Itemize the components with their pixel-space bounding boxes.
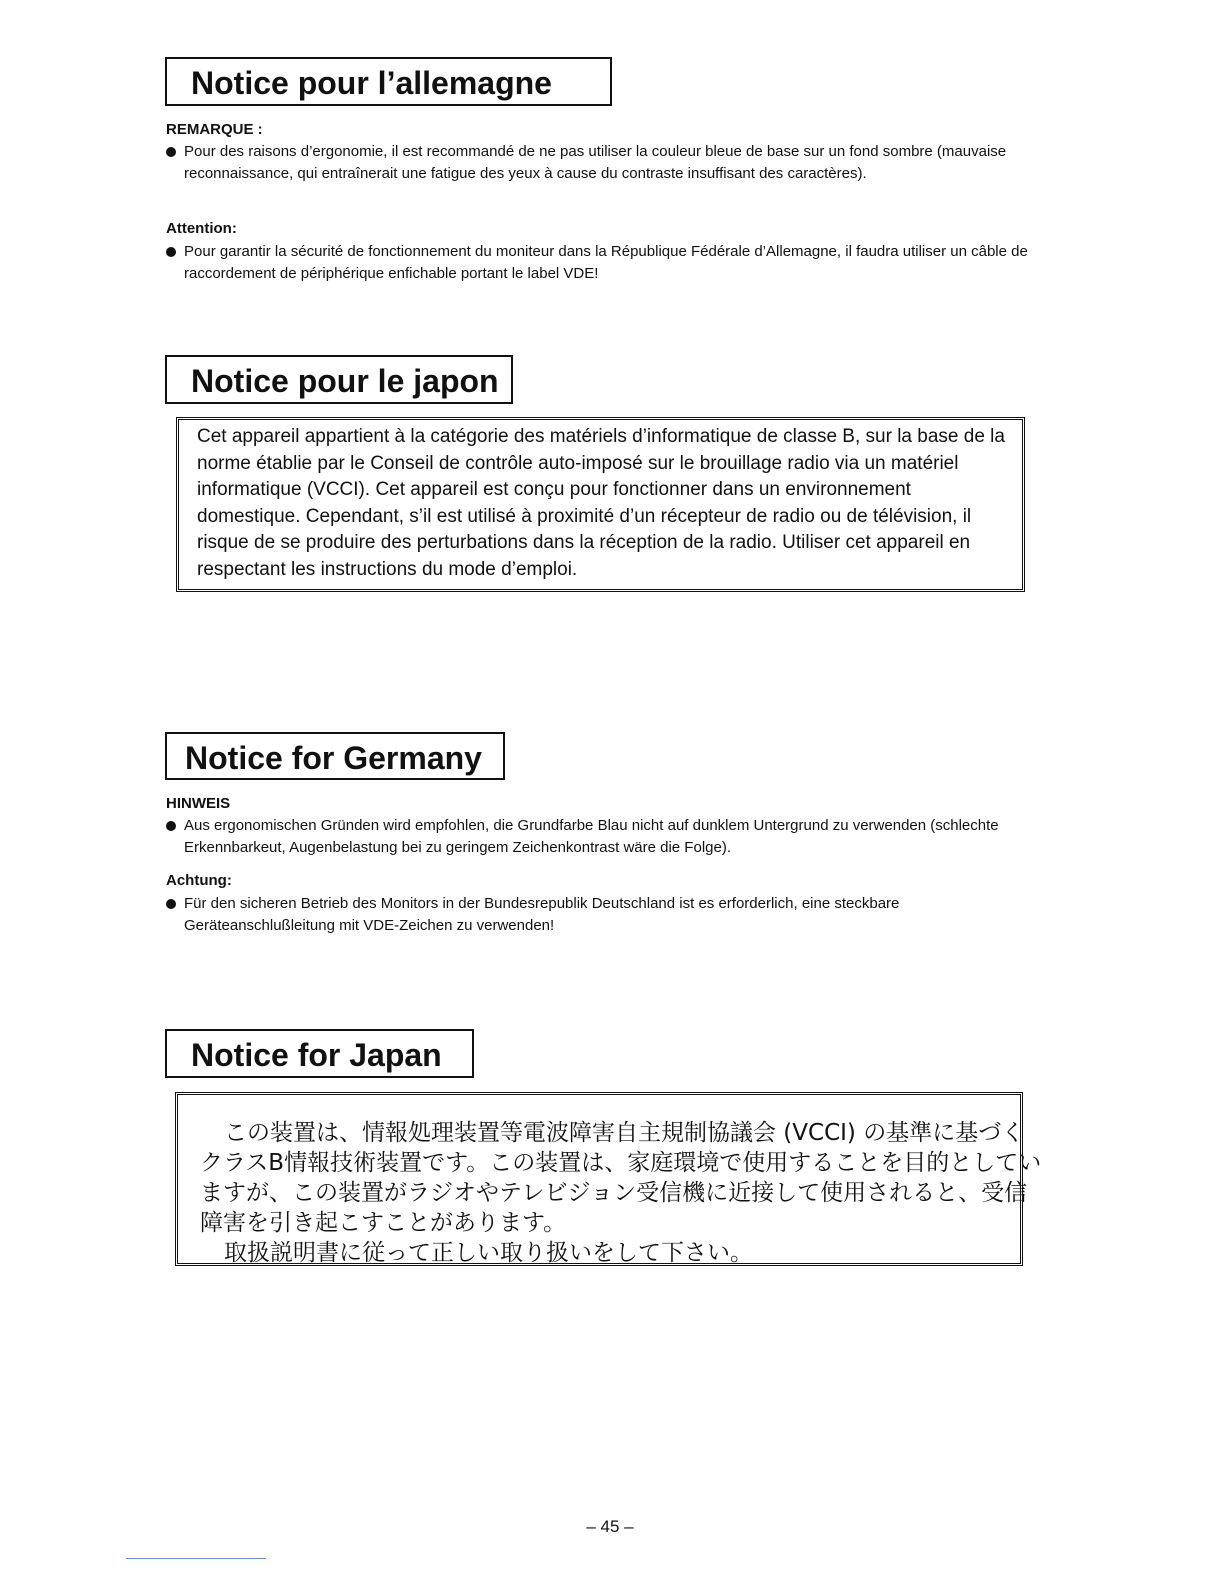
bullet-dot-icon (166, 147, 176, 157)
jp-line-3: ますが、この装置がラジオやテレビジョン受信機に近接して使用されると、受信 (200, 1180, 1028, 1206)
section-title-japon (165, 355, 513, 404)
remarque-text: Pour des raisons d’ergonomie, il est recommandé de ne pas utiliser la couleur bleue de base sur un fond sombre (mauvaise reconnaissance, qui entraînerait une fatigue des yeux à cause du contraste insuffisant des caractères). (184, 143, 1007, 182)
bullet-dot-icon (166, 821, 176, 831)
hinweis-label: HINWEIS (166, 795, 231, 812)
page-number: – 45 – (586, 1517, 634, 1536)
jp-line-4: 障害を引き起こすことがあります。 (200, 1210, 567, 1236)
footer-divider (126, 1558, 266, 1559)
remarque-label: REMARQUE : (166, 121, 263, 138)
section-title-japan (165, 1029, 474, 1078)
jp-line-5: 取扱説明書に従って正しい取り扱いをして下さい。 (224, 1240, 753, 1266)
achtung-label: Achtung: (166, 872, 232, 889)
attention-bullet (166, 241, 1036, 285)
japan-notice-text (200, 1118, 1042, 1268)
section-title-allemagne-text: Notice pour l’allemagne (191, 65, 552, 101)
attention-label: Attention: (166, 220, 237, 237)
bullet-dot-icon (166, 899, 176, 909)
attention-text: Pour garantir la sécurité de fonctionnement du moniteur dans la République Fédérale d’Allemagne, il faudra utiliser un câble de raccordement de périphérique enfichable portant le label VDE! (184, 243, 1028, 282)
hinweis-bullet (166, 815, 1016, 859)
section-title-japon-text: Notice pour le japon (191, 363, 499, 399)
section-title-japan-text: Notice for Japan (191, 1037, 442, 1073)
hinweis-text: Aus ergonomischen Gründen wird empfohlen, die Grundfarbe Blau nicht auf dunklem Untergrund zu verwenden (schlechte Erkennbarkeut, Augenbelastung bei zu geringem Zeichenkontrast wäre die Folge). (184, 817, 999, 856)
jp-line-2: クラスB情報技術装置です。この装置は、家庭環境で使用することを目的としてい (200, 1150, 1042, 1176)
japon-notice-text: Cet appareil appartient à la catégorie des matériels d’informatique de classe B, sur la base de la norme établie par le Conseil de contrôle auto-imposé sur le brouillage radio via un matériel informatique (VCCI). Cet appareil est conçu pour fonctionner dans un environnement domestique. Cependant, s’il est utilisé à proximité d’un récepteur de radio ou de télévision, il risque de se produire des perturbations dans la réception de la radio. Utiliser cet appareil en respectant les instructions du mode d’emploi. (197, 426, 1005, 580)
bullet-dot-icon (166, 247, 176, 257)
achtung-bullet (166, 893, 1036, 937)
remarque-bullet (166, 141, 1046, 185)
achtung-text: Für den sicheren Betrieb des Monitors in der Bundesrepublik Deutschland ist es erforderlich, eine steckbare Geräteanschlußleitung mit VDE-Zeichen zu verwenden! (184, 895, 900, 934)
section-title-allemagne (165, 57, 612, 106)
jp-line-1: この装置は、情報処理装置等電波障害自主規制協議会 (VCCI) の基準に基づく (224, 1120, 1025, 1146)
section-title-germany-text: Notice for Germany (185, 740, 482, 776)
section-title-germany (165, 732, 505, 780)
